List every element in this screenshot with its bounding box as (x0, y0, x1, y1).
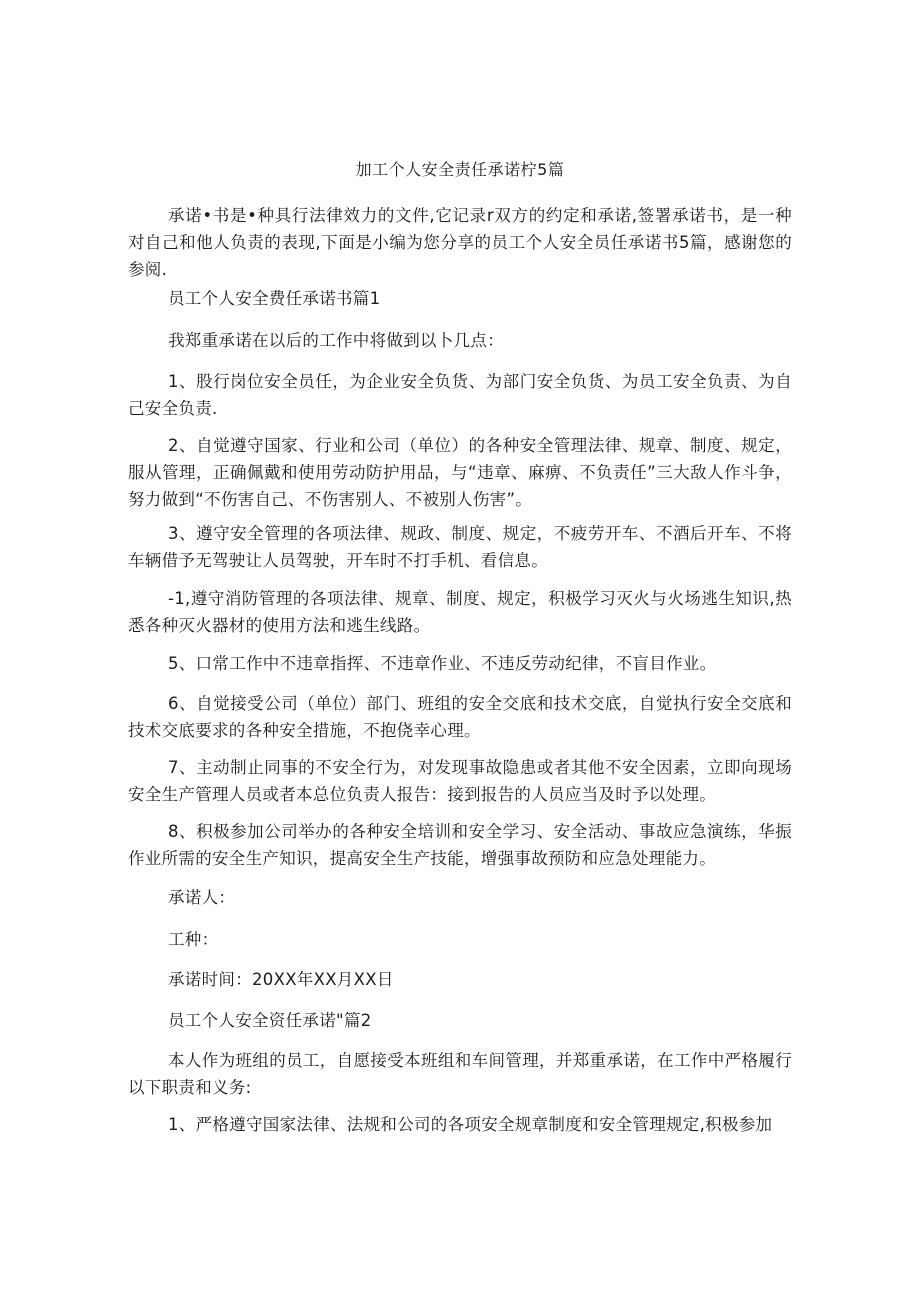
commitment-date: 承诺时间：20XX年XX月XX日 (168, 970, 394, 989)
intro-paragraph: 承诺•书是•种具行法律效力的文件,它记录r双方的约定和承诺,签署承诺书，是一种对自己和他人负责的表现,下面是小编为您分享的员工个人安全员任承诺书5篇，感谢您的参阅. (128, 206, 792, 279)
body-paragraph: 我郑重承诺在以后的工作中将做到以卜几点： (168, 331, 504, 350)
signer-label: 承诺人： (168, 888, 236, 907)
list-item-4: -1,遵守消防管理的各项法律、规章、制度、规定，积极学习灭火与火场逃生知识,热悉各种灭火器材的使用方法和逃生线路。 (128, 589, 792, 635)
list-item-8: 8、积极参加公司举办的各种安全培训和安全学习、安全活动、事故应急演练，华振作业所需的安全生产知识，提高安全生产技能，增强事故预防和应急处理能力。 (128, 822, 792, 868)
document-title: 加工个人安全责任承诺柠5篇 (355, 160, 565, 179)
section-heading-1: 员工个人安全费任承诺书篇1 (168, 289, 381, 308)
list-item-7: 7、主动制止同事的不安全行为，对发现事故隐患或者其他不安全因素，立即向现场安全生产管理人员或者本总位负责人报告：接到报告的人员应当及时予以处理。 (128, 758, 792, 804)
list-item-1: 1、股行岗位安全员任，为企业安全负货、为部门安全负货、为员工安全负责、为自己安全负责. (128, 372, 792, 418)
section-2-item-1: 1、严格遵守国家法律、法规和公司的各项安全规章制度和安全管理规定,积极参加 (168, 1115, 773, 1134)
list-item-6: 6、自觉接受公司（单位）部门、班组的安全交底和技术交底，自觉执行安全交底和技术交底要求的各种安全措施，不抱侥幸心理。 (128, 694, 792, 740)
section-heading-2: 员工个人安全资任承诺"篇2 (168, 1011, 372, 1030)
job-type-label: 工种： (168, 930, 219, 949)
list-item-5: 5、口常工作中不违章指挥、不违章作业、不违反劳动纪律，不盲目作业。 (168, 654, 717, 673)
list-item-2: 2、自觉遵守国家、行业和公司（单位）的各种安全管理法律、规章、制度、规定，服从管理，正确佩戴和使用劳动防护用品，与“违章、麻痹、不负责任”三大敌人作斗争，努力做到“不伤害自己、不伤害别人、不被别人伤害”。 (128, 436, 792, 509)
list-item-3: 3、遵守安全管理的各项法律、规政、制度、规定，不疲劳开车、不酒后开车、不将车辆借予无驾驶让人员驾驶，开车时不打手机、看信息。 (128, 524, 792, 570)
section-2-intro: 本人作为班组的员工，自愿接受本班组和车间管理，并郑重承诺，在工作中严格履行以下职责和义务: (128, 1051, 792, 1097)
